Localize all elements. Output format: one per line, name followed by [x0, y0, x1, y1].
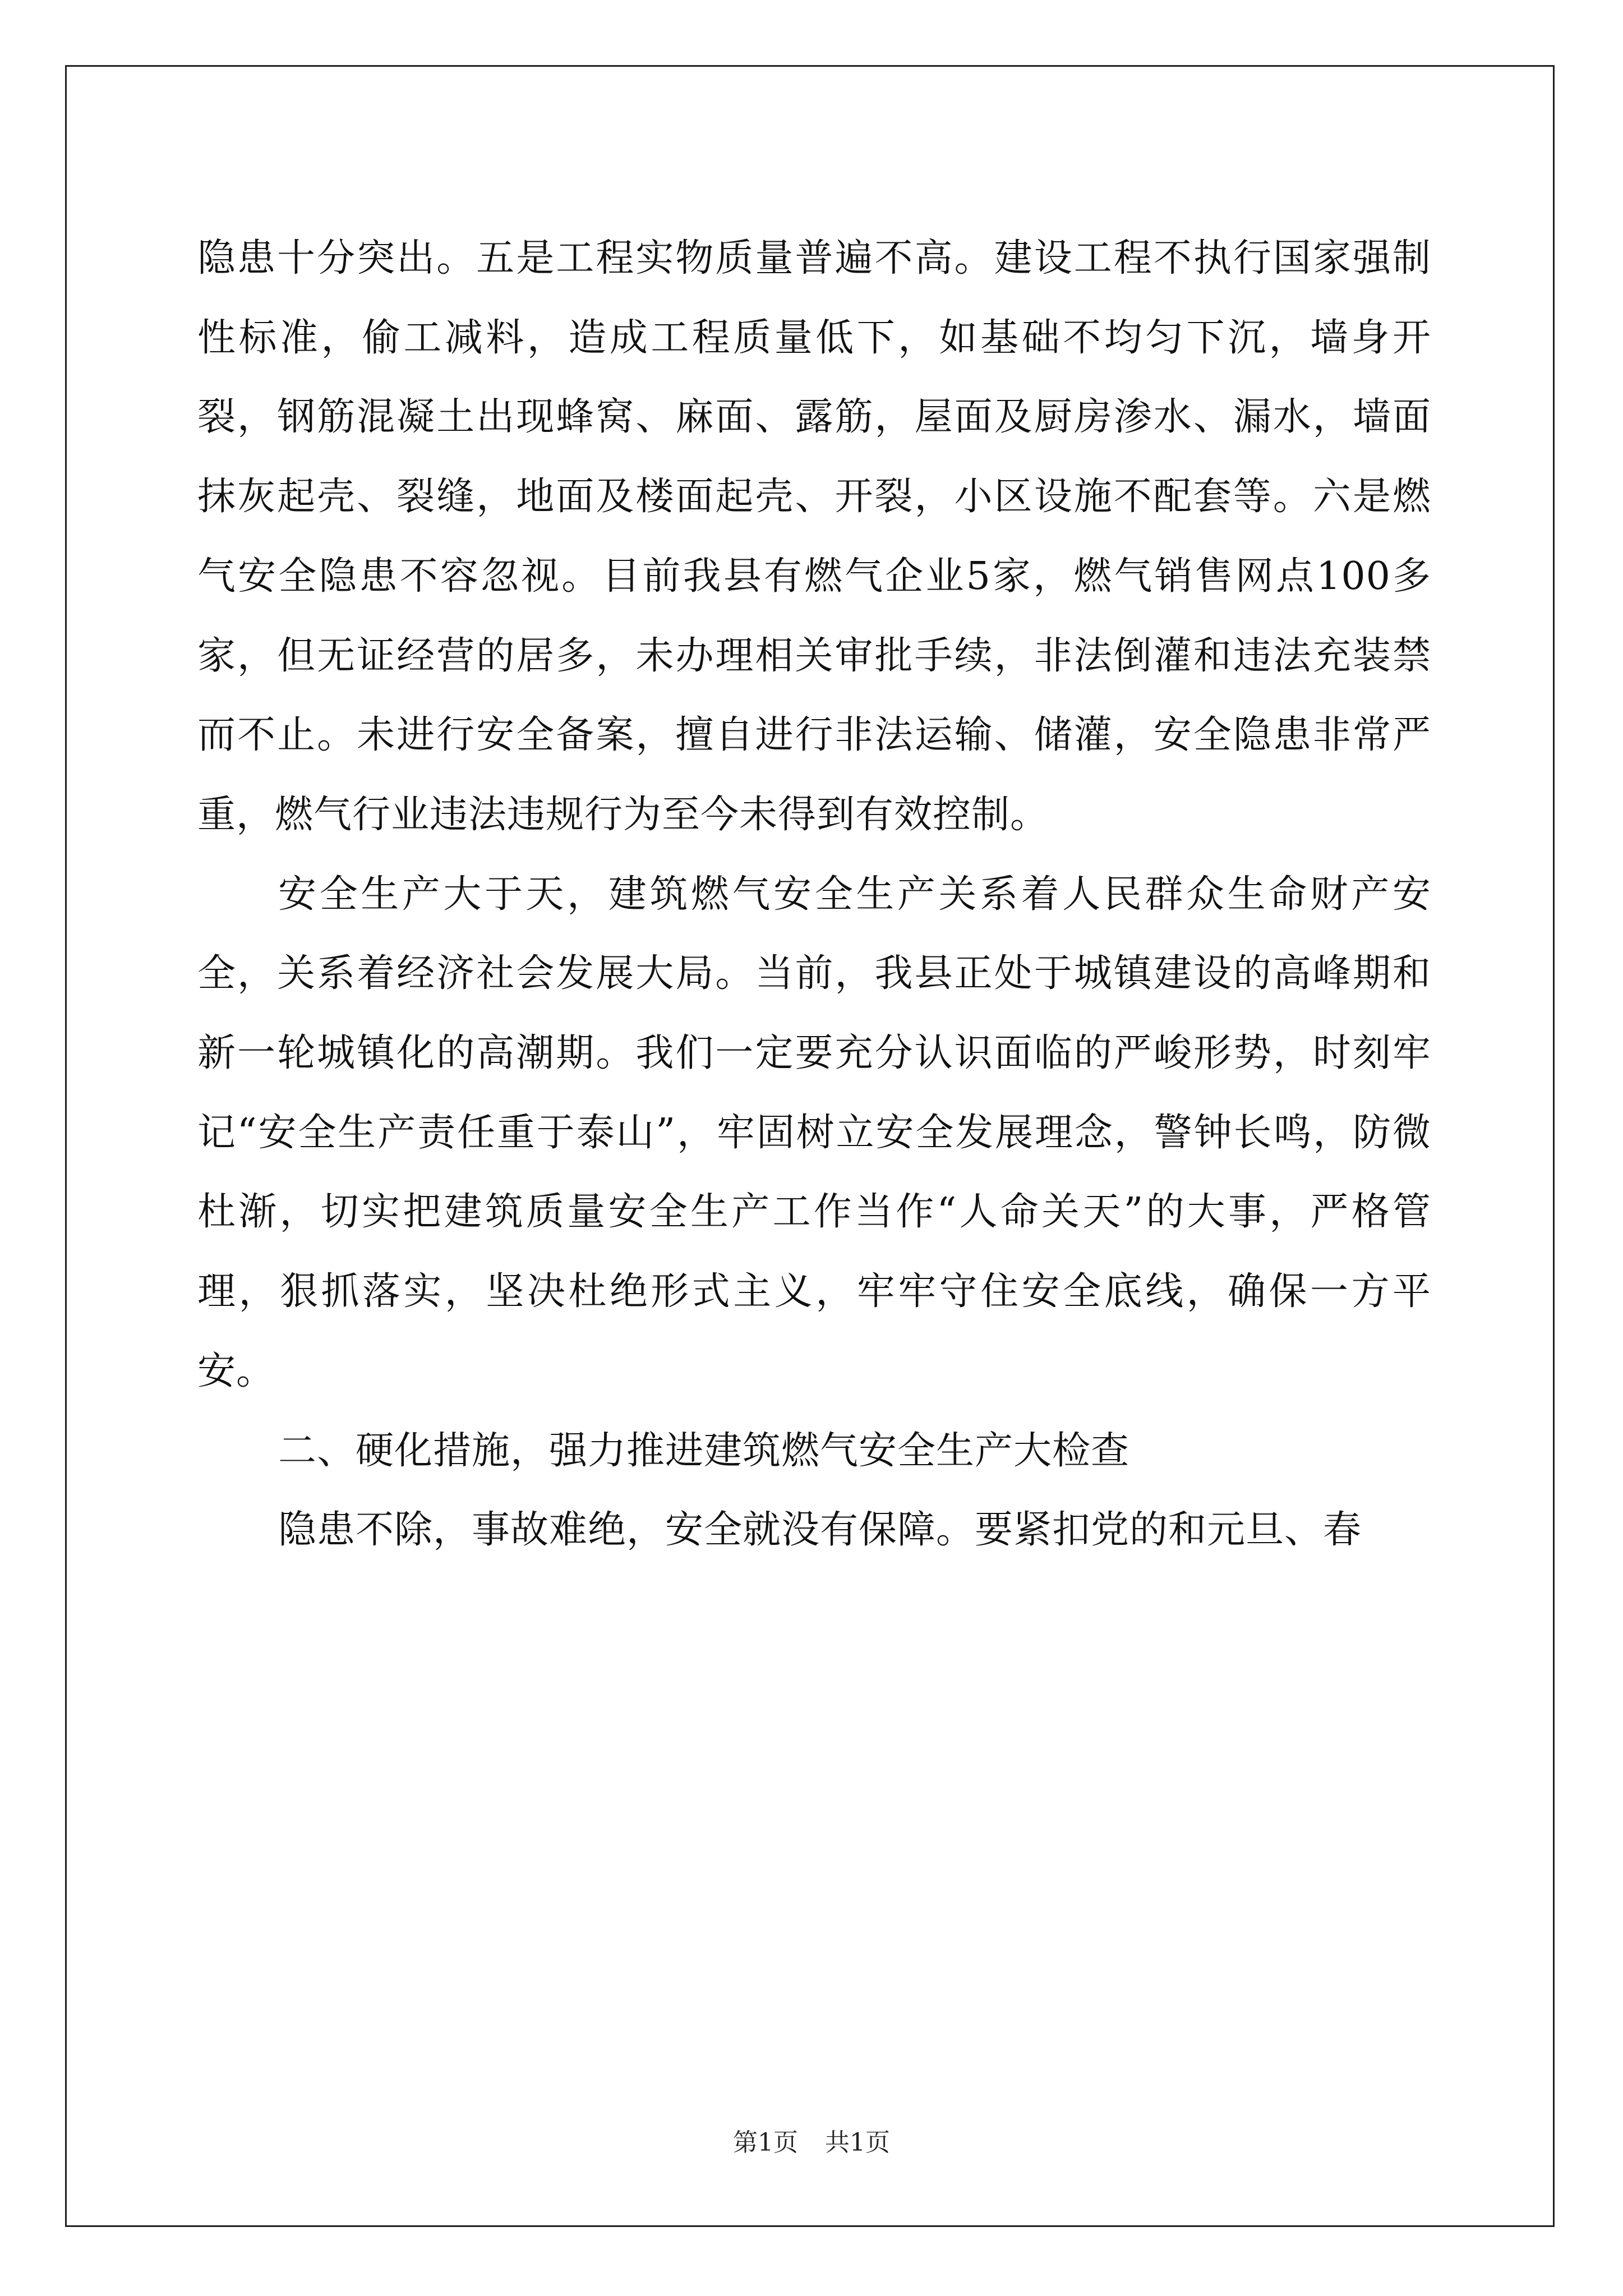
page-number: 第1页 [733, 2128, 798, 2157]
paragraph-safety-overview: 安全生产大于天，建筑燃气安全生产关系着人民群众生命财产安全，关系着经济社会发展大局。当前，我县正处于城镇建设的高峰期和新一轮城镇化的高潮期。我们一定要充分认识面临的严峻形势，时刻牢记“安全生产责任重于泰山”，牢固树立安全发展理念，警钟长鸣，防微杜渐，切实把建筑质量安全生产工作当作“人命关天”的大事，严格管理，狠抓落实，坚决杜绝形式主义，牢牢守住安全底线，确保一方平安。 [197, 872, 1431, 1393]
section-heading: 二、硬化措施，强力推进建筑燃气安全生产大检查 [278, 1428, 1130, 1473]
page-total: 共1页 [825, 2128, 890, 2157]
paragraph-continuation: 隐患十分突出。五是工程实物质量普遍不高。建设工程不执行国家强制性标准，偷工减料，造成工程质量低下，如基础不均匀下沉，墙身开裂，钢筋混凝土出现蜂窝、麻面、露筋，屋面及厨房渗水、漏水，墙面抹灰起壳、裂缝，地面及楼面起壳、开裂，小区设施不配套等。六是燃气安全隐患不容忽视。目前我县有燃气企业5家，燃气销售网点100多家，但无证经营的居多，未办理相关审批手续，非法倒灌和违法充装禁而不止。未进行安全备案，擅自进行非法运输、储灌，安全隐患非常严重，燃气行业违法违规行为至今未得到有效控制。 [197, 236, 1431, 837]
document-body [197, 219, 1431, 1570]
paragraph-inspection: 隐患不除，事故难绝，安全就没有保障。要紧扣党的和元旦、春 [278, 1508, 1362, 1553]
page-footer [0, 2126, 1623, 2160]
